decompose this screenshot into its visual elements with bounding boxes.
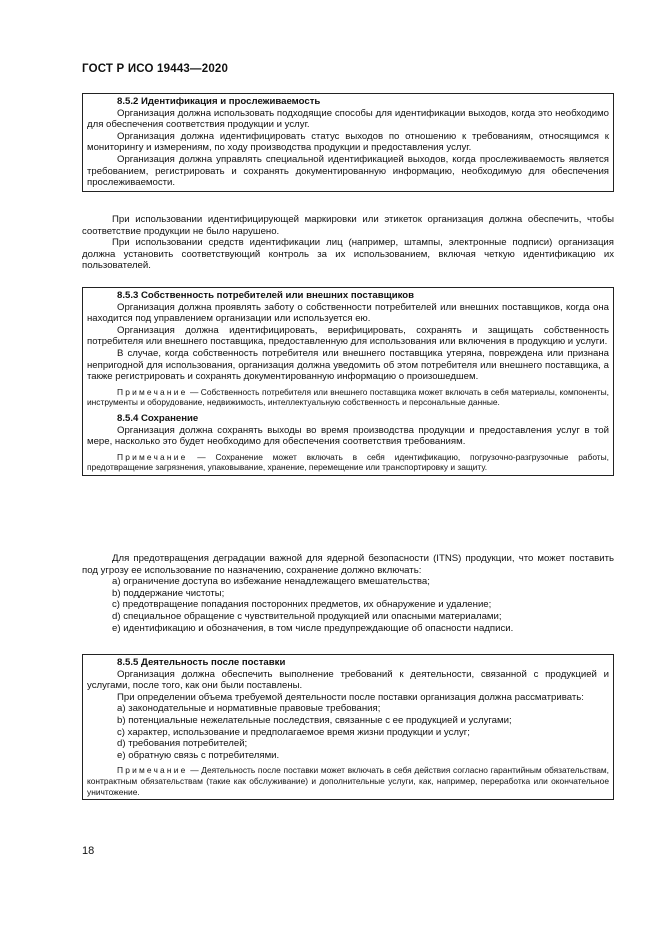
list-item: b) потенциальные нежелательные последствия, связанные с ее продукцией и услугами;	[117, 714, 512, 726]
list-item: d) требования потребителей;	[117, 738, 248, 750]
section-8-5-3-box	[82, 287, 614, 476]
document-header: ГОСТ Р ИСО 19443—2020	[82, 63, 229, 75]
paragraph: Организация должна сохранять выходы во время производства продукции и предоставления услуг в той мере, насколько это будет необходимо для обеспечения соответствия требованиям.	[87, 424, 609, 448]
paragraph: При использовании идентифицирующей маркировки или этикеток организация должна обеспечить, чтобы соответствие продукции не было нарушено.	[82, 214, 614, 237]
paragraph: В случае, когда собственность потребителя или внешнего поставщика утеряна, повреждена или признана непригодной для использования, организация должна уведомить об этом потребителя или внешнего поставщика, а также регистрировать и сохранять документированную информацию о произошедшем.	[87, 347, 609, 383]
note	[87, 765, 609, 797]
list-item: e) идентификацию и обозначения, в том числе предупреждающие об опасности надписи.	[112, 622, 514, 634]
page-number: 18	[82, 845, 95, 857]
list-item: c) характер, использование и предполагаемое время жизни продукции и услуг;	[117, 726, 470, 738]
note	[87, 387, 609, 408]
paragraph: Организация должна управлять специальной идентификацией выходов, когда прослеживаемость является требованием, регистрировать и сохранять документированную информацию, необходимую для обеспечения прослеживаемости.	[87, 153, 609, 189]
paragraph: При использовании средств идентификации лиц (например, штампы, электронные подписи) организация должна установить соответствующий контроль за их использованием, включая четкую идентификацию их пользователей.	[82, 237, 614, 272]
text-block-marking	[82, 214, 614, 272]
section-title: 8.5.3 Собственность потребителей или внешних поставщиков	[117, 290, 415, 301]
note-text: — Собственность потребителя или внешнего поставщика может включать в себя материалы, компоненты, инструменты и оборудование, недвижимость, интеллектуальную собственность и персональные данные.	[87, 386, 609, 408]
section-8-5-2-box	[82, 93, 614, 192]
note-text: — Деятельность после поставки может включать в себя действия согласно гарантийным обязательствам, контрактным обязательствам (такие как обслуживание) и дополнительные услуги, как, например, переработка или окончательное уничтожение.	[87, 765, 609, 797]
paragraph: Организация должна идентифицировать, верифицировать, сохранять и защищать собственность потребителя или внешнего поставщика, предоставленную для использования или включения в продукцию и услуги.	[87, 324, 609, 348]
list-item: d) специальное обращение с чувствительной продукцией или опасными материалами;	[112, 610, 502, 622]
section-8-5-5-box	[82, 654, 614, 800]
section-title: 8.5.4 Сохранение	[117, 412, 199, 424]
note	[87, 452, 609, 473]
note-label: Примечание	[117, 386, 188, 397]
paragraph: Организация должна проявлять заботу о собственности потребителей или внешних поставщиков, когда она находится под управлением организации или используется ею.	[87, 301, 609, 325]
section-title: 8.5.2 Идентификация и прослеживаемость	[117, 96, 321, 107]
paragraph: Для предотвращения деградации важной для ядерной безопасности (ITNS) продукции, что может поставить под угрозу ее использование по назначению, сохранение должно включать:	[82, 553, 614, 576]
note-text: — Сохранение может включать в себя идентификацию, погрузочно-разгрузочные работы, предотвращение загрязнения, упаковывание, хранение, перемещение или транспортировку и защиту.	[87, 451, 609, 473]
paragraph: Организация должна обеспечить выполнение требований к деятельности, связанной с продукцией и услугами, после того, как они были поставлены.	[87, 668, 609, 692]
list-item: b) поддержание чистоты;	[112, 587, 225, 599]
section-title: 8.5.5 Деятельность после поставки	[117, 657, 286, 668]
list-item: e) обратную связь с потребителями.	[117, 749, 280, 761]
list-item: c) предотвращение попадания посторонних предметов, их обнаружение и удаление;	[112, 599, 492, 611]
list-item: a) ограничение доступа во избежание ненадлежащего вмешательства;	[112, 576, 430, 588]
list-item: a) законодательные и нормативные правовые требования;	[117, 703, 381, 715]
paragraph: Организация должна идентифицировать статус выходов по отношению к требованиям, относящимся к мониторингу и измерениям, по ходу производства продукции и предоставления услуг.	[87, 130, 609, 154]
note-label: Примечание	[117, 451, 188, 462]
paragraph: Организация должна использовать подходящие способы для идентификации выходов, когда это необходимо для обеспечения соответствия продукции и услуг.	[87, 107, 609, 131]
note-label: Примечание	[117, 765, 188, 776]
text-block-preservation	[82, 553, 614, 634]
paragraph: При определении объема требуемой деятельности после поставки организация должна рассматривать:	[117, 691, 584, 703]
